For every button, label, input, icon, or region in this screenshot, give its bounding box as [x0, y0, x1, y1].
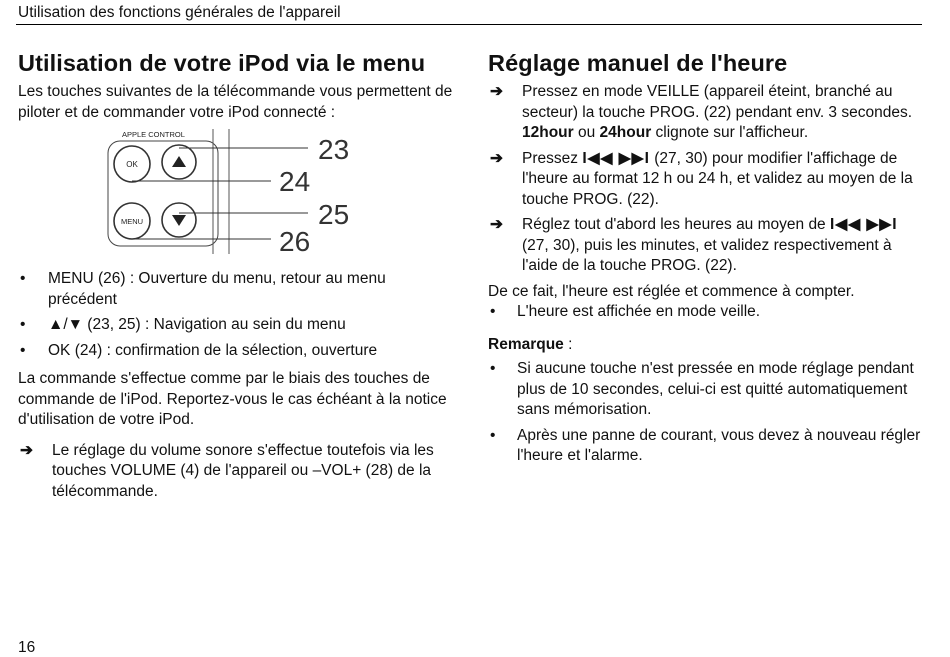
clock-step-2 — [488, 149, 928, 211]
list-item: • L'heure est affichée en mode veille. — [488, 302, 928, 323]
list-item: • OK (24) : confirmation de la sélection, ouverture — [18, 341, 458, 362]
step-3-text-b: (27, 30), puis les minutes, et validez respectivement à l'aide de la touche PROG. (22). — [522, 236, 892, 274]
remark-label: Remarque — [488, 335, 564, 353]
ipod-control-paragraph: La commande s'effectue comme par le biais des touches de commande de l'iPod. Reportez-vous le cas échéant à la notice d'utilisation de votre iPod. — [18, 370, 447, 428]
callout-26: 26 — [279, 226, 311, 257]
clock-step-1 — [488, 82, 928, 144]
step-2-text-a: Pressez — [522, 149, 583, 167]
clock-result-text: De ce fait, l'heure est réglée et commence à compter. — [488, 282, 855, 300]
list-item: • MENU (26) : Ouverture du menu, retour au menu précédent — [18, 269, 458, 310]
format-12hour: 12hour — [522, 124, 574, 141]
volume-note — [18, 441, 458, 503]
skip-buttons-icon: I◀◀ ▶▶I — [582, 149, 650, 167]
list-item: • Après une panne de courant, vous devez à nouveau régler l'heure et l'alarme. — [488, 426, 928, 467]
arrow-icon: ➔ — [490, 149, 503, 167]
list-item: • Si aucune touche n'est pressée en mode réglage pendant plus de 10 secondes, celui-ci est quitté automatiquement sans mémorisation. — [488, 359, 928, 421]
skip-buttons-icon: I◀◀ ▶▶I — [830, 216, 898, 233]
result-list — [488, 302, 928, 323]
menu-button-label: MENU — [120, 217, 144, 226]
step-1-text-c: clignote sur l'afficheur. — [651, 124, 809, 141]
callout-25: 25 — [318, 199, 350, 230]
ipod-intro-text: Les touches suivantes de la télécommande vous permettent de piloter et de commander votre iPod connecté : — [18, 83, 453, 121]
remark-list — [488, 359, 928, 467]
arrow-icon: ➔ — [490, 216, 503, 233]
list-item: • ▲/▼ (23, 25) : Navigation au sein du menu — [18, 315, 458, 336]
format-24hour: 24hour — [599, 124, 652, 141]
apple-control-label: APPLE CONTROL — [122, 130, 185, 139]
header-divider — [16, 24, 922, 25]
step-2-text-b: (27, 30) pour modifier l'affichage de l'heure au format 12 h ou 24 h, et validez au moyen de la touche PROG. (22). — [522, 149, 913, 208]
remark-heading — [488, 335, 928, 356]
callout-23: 23 — [318, 134, 350, 165]
button-function-list — [18, 269, 458, 361]
left-column — [18, 50, 458, 507]
page-number: 16 — [18, 639, 36, 656]
step-3-text-a: Réglez tout d'abord les heures au moyen de — [522, 216, 830, 233]
ok-button-label: OK — [126, 160, 138, 169]
right-column — [488, 50, 928, 472]
callout-24: 24 — [279, 166, 311, 197]
step-1-text-a: Pressez en mode VEILLE (appareil éteint, branché au secteur) la touche PROG. (22) pendant env. 3 secondes. — [522, 83, 913, 121]
volume-note-text: Le réglage du volume sonore s'effectue toutefois via les touches VOLUME (4) de l'appareil ou –VOL+ (28) de la télécommande. — [52, 441, 434, 500]
arrow-icon: ➔ — [20, 441, 33, 459]
clock-setting-heading: Réglage manuel de l'heure — [488, 50, 788, 76]
page-header: Utilisation des fonctions générales de l'appareil — [18, 4, 341, 21]
ipod-menu-heading: Utilisation de votre iPod via le menu — [18, 50, 426, 76]
remote-control-diagram — [18, 129, 458, 259]
step-1-text-b: ou — [573, 124, 600, 141]
remark-colon: : — [563, 335, 573, 353]
arrow-icon: ➔ — [490, 83, 503, 100]
clock-step-3 — [488, 215, 928, 277]
remote-diagram-svg — [18, 129, 368, 259]
